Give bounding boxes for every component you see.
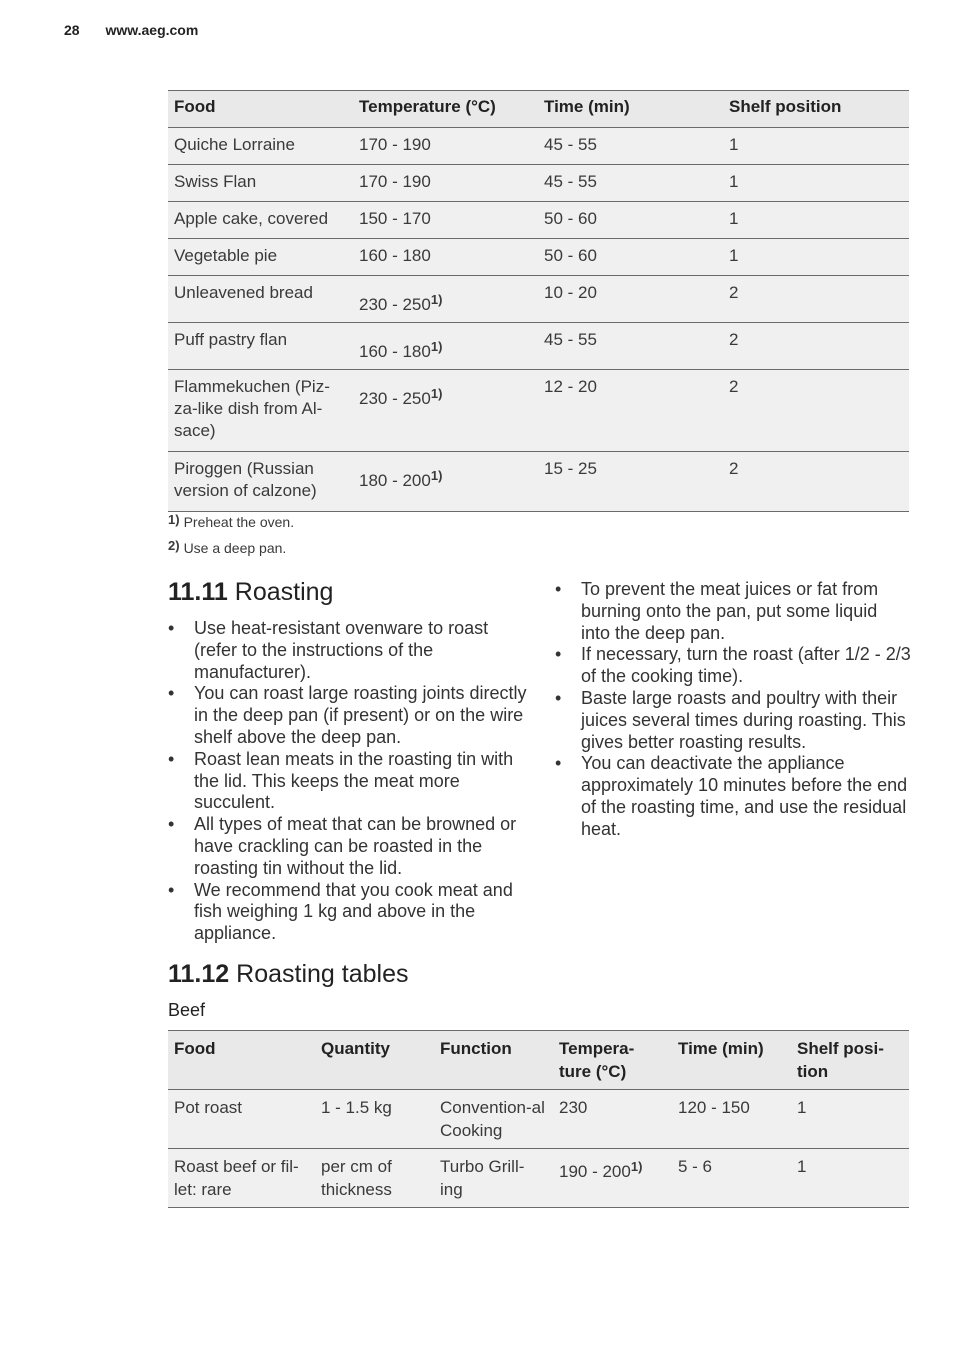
cell-time: 12 - 20	[538, 370, 723, 452]
cell-shelf: 1	[791, 1090, 909, 1149]
cell-time: 45 - 55	[538, 165, 723, 202]
page-number: 28	[64, 22, 80, 38]
cell-time: 50 - 60	[538, 202, 723, 239]
roasting-tips-right	[555, 579, 911, 841]
cell-food: Swiss Flan	[168, 165, 353, 202]
cell-time: 45 - 55	[538, 128, 723, 165]
col-time: Time (min)	[672, 1031, 791, 1090]
cell-temp: 180 - 200$^{1)}$	[353, 452, 538, 512]
baking-table	[168, 90, 909, 512]
col-temperature: Tempera-ture (°C)	[553, 1031, 672, 1090]
cell-food: Piroggen (Russian version of calzone)	[168, 452, 353, 512]
cell-food: Vegetable pie	[168, 239, 353, 276]
cell-time: 5 - 6	[672, 1149, 791, 1208]
table-row	[168, 276, 909, 323]
footnote-ref: 1)	[430, 468, 443, 483]
cell-function: Turbo Grill-ing	[434, 1149, 553, 1208]
cell-time: 120 - 150	[672, 1090, 791, 1149]
site-url: www.aeg.com	[105, 22, 199, 38]
section-heading-roasting: 11.11 Roasting	[168, 578, 334, 606]
cell-food: Quiche Lorraine	[168, 128, 353, 165]
footnote-ref: 1)	[430, 339, 443, 354]
cell-shelf: 2	[723, 370, 909, 452]
list-item: • Use heat-resistant ovenware to roast (refer to the instructions of the manufacturer).	[168, 618, 528, 683]
cell-food: Flammekuchen (Piz-za-like dish from Al-sace)	[168, 370, 353, 452]
list-item: • Baste large roasts and poultry with their juices several times during roasting. This gives better roasting results.	[555, 688, 911, 753]
cell-food: Roast beef or fil-let: rare	[168, 1149, 315, 1208]
cell-shelf: 1	[723, 239, 909, 276]
cell-time: 45 - 55	[538, 323, 723, 370]
col-shelf: Shelf posi-tion	[791, 1031, 909, 1090]
cell-food: Unleavened bread	[168, 276, 353, 323]
cell-temp: 150 - 170	[353, 202, 538, 239]
footnote-1: 1) Preheat the oven.	[168, 512, 295, 530]
beef-roasting-table	[168, 1030, 909, 1208]
cell-shelf: 2	[723, 276, 909, 323]
list-item: • If necessary, turn the roast (after 1/2 - 2/3 of the cooking time).	[555, 644, 911, 688]
page-header	[64, 22, 198, 38]
cell-quantity: 1 - 1.5 kg	[315, 1090, 434, 1149]
list-item: • All types of meat that can be browned or have crackling can be roasted in the roasting tin without the lid.	[168, 814, 528, 879]
col-time: Time (min)	[538, 91, 723, 128]
cell-time: 15 - 25	[538, 452, 723, 512]
cell-temp: 230 - 250$^{1)}$	[353, 276, 538, 323]
cell-temp: 160 - 180	[353, 239, 538, 276]
cell-function: Convention-al Cooking	[434, 1090, 553, 1149]
table-row	[168, 202, 909, 239]
table-header-row	[168, 91, 909, 128]
footnote-ref: 1)	[630, 1159, 643, 1174]
table-row	[168, 239, 909, 276]
table-row	[168, 165, 909, 202]
section-heading-roasting-tables: 11.12 Roasting tables	[168, 960, 409, 988]
list-item: • We recommend that you cook meat and fish weighing 1 kg and above in the appliance.	[168, 880, 528, 945]
cell-food: Pot roast	[168, 1090, 315, 1149]
footnote-ref: 1)	[430, 386, 443, 401]
cell-shelf: 1	[723, 128, 909, 165]
roasting-tips-left	[168, 618, 528, 945]
cell-temp: 190 - 200$^{1)}$	[553, 1149, 672, 1208]
col-quantity: Quantity	[315, 1031, 434, 1090]
table-row	[168, 128, 909, 165]
col-temperature: Temperature (°C)	[353, 91, 538, 128]
cell-shelf: 1	[723, 202, 909, 239]
cell-shelf: 1	[723, 165, 909, 202]
cell-shelf: 2	[723, 323, 909, 370]
cell-shelf: 1	[791, 1149, 909, 1208]
list-item: • You can deactivate the appliance approximately 10 minutes before the end of the roasting time, and use the residual heat.	[555, 753, 911, 840]
subheading-beef: Beef	[168, 1000, 206, 1020]
cell-time: 10 - 20	[538, 276, 723, 323]
col-food: Food	[168, 1031, 315, 1090]
cell-temp: 170 - 190	[353, 128, 538, 165]
table-row	[168, 1149, 909, 1208]
list-item: • You can roast large roasting joints directly in the deep pan (if present) or on the wire shelf above the deep pan.	[168, 683, 528, 748]
cell-temp: 160 - 180$^{1)}$	[353, 323, 538, 370]
cell-shelf: 2	[723, 452, 909, 512]
cell-temp: 170 - 190	[353, 165, 538, 202]
table-row	[168, 1090, 909, 1149]
list-item: • Roast lean meats in the roasting tin with the lid. This keeps the meat more succulent.	[168, 749, 528, 814]
col-function: Function	[434, 1031, 553, 1090]
cell-quantity: per cm of thickness	[315, 1149, 434, 1208]
list-item: • To prevent the meat juices or fat from burning onto the pan, put some liquid into the deep pan.	[555, 579, 911, 644]
cell-temp: 230 - 250$^{1)}$	[353, 370, 538, 452]
cell-food: Puff pastry flan	[168, 323, 353, 370]
footnote-2: 2) Use a deep pan.	[168, 538, 287, 556]
cell-temp: 230	[553, 1090, 672, 1149]
cell-time: 50 - 60	[538, 239, 723, 276]
table-row	[168, 452, 909, 512]
col-shelf: Shelf position	[723, 91, 909, 128]
table-row	[168, 323, 909, 370]
table-row	[168, 370, 909, 452]
cell-food: Apple cake, covered	[168, 202, 353, 239]
col-food: Food	[168, 91, 353, 128]
table-header-row	[168, 1031, 909, 1090]
footnote-ref: 1)	[430, 292, 443, 307]
